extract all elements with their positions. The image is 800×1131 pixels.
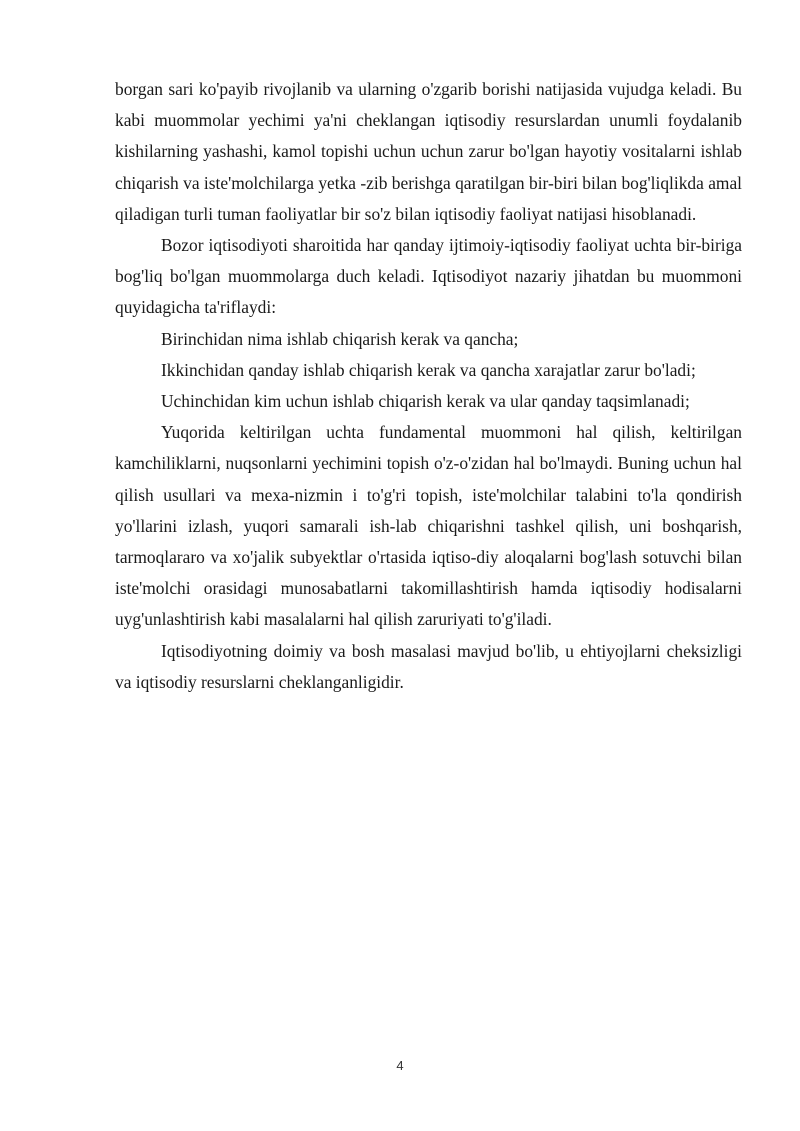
paragraph-2: Bozor iqtisodiyoti sharoitida har qanday ijtimoiy-iqtisodiy faoliyat uchta bir-biriga bog'liq bo'lgan muommolarga duch keladi. Iqtisodiyot nazariy jihatdan bu muommoni quyidagicha ta'riflaydi: bbox=[115, 235, 742, 318]
list-item-third: Uchinchidan kim uchun ishlab chiqarish kerak va ular qanday taqsimlanadi; bbox=[161, 391, 690, 412]
paragraph-1: borgan sari ko'payib rivojlanib va ularning o'zgarib borishi natijasida vujudga keladi. Bu kabi muommolar yechimi ya'ni cheklangan iqtisodiy resurslardan unumli foydalanib kishilarning yashashi, kamol topishi uchun uchun zarur bo'lgan hayotiy vositalarni ishlab chiqarish va iste'molchilarga yetka -zib berishga qaratilgan bir-biri bilan bog'liqlikda amal qiladigan turli tuman faoliyatlar bir so'z bilan iqtisodiy faoliyat natijasi hisoblanadi. bbox=[115, 79, 742, 224]
document-body bbox=[115, 74, 742, 698]
page-number: 4 bbox=[396, 1058, 404, 1073]
list-item-first: Birinchidan nima ishlab chiqarish kerak va qancha; bbox=[161, 328, 519, 349]
paragraph-4: Iqtisodiyotning doimiy va bosh masalasi mavjud bo'lib, u ehtiyojlarni cheksizligi va iqtisodiy resurslarni cheklanganligidir. bbox=[115, 640, 742, 692]
list-item-second: Ikkinchidan qanday ishlab chiqarish kerak va qancha xarajatlar zarur bo'ladi; bbox=[161, 359, 696, 380]
paragraph-3: Yuqorida keltirilgan uchta fundamental muommoni hal qilish, keltirilgan kamchiliklarni, nuqsonlarni yechimini topish o'z-o'zidan hal bo'lmaydi. Buning uchun hal qilish usullari va mexa-nizmin i to'g'ri topish, iste'molchilar talabini to'la qondirish yo'llarini izlash, yuqori samarali ish-lab chiqarishni tashkel qilish, uni boshqarish, tarmoqlararo va xo'jalik subyektlar o'rtasida iqtiso-diy aloqalarni bog'lash sotuvchi bilan iste'molchi orasidagi munosabatlarni takomillashtirish hamda iqtisodiy hodisalarni uyg'unlashtirish kabi masalalarni hal qilish zaruriyati to'g'iladi. bbox=[115, 422, 742, 630]
